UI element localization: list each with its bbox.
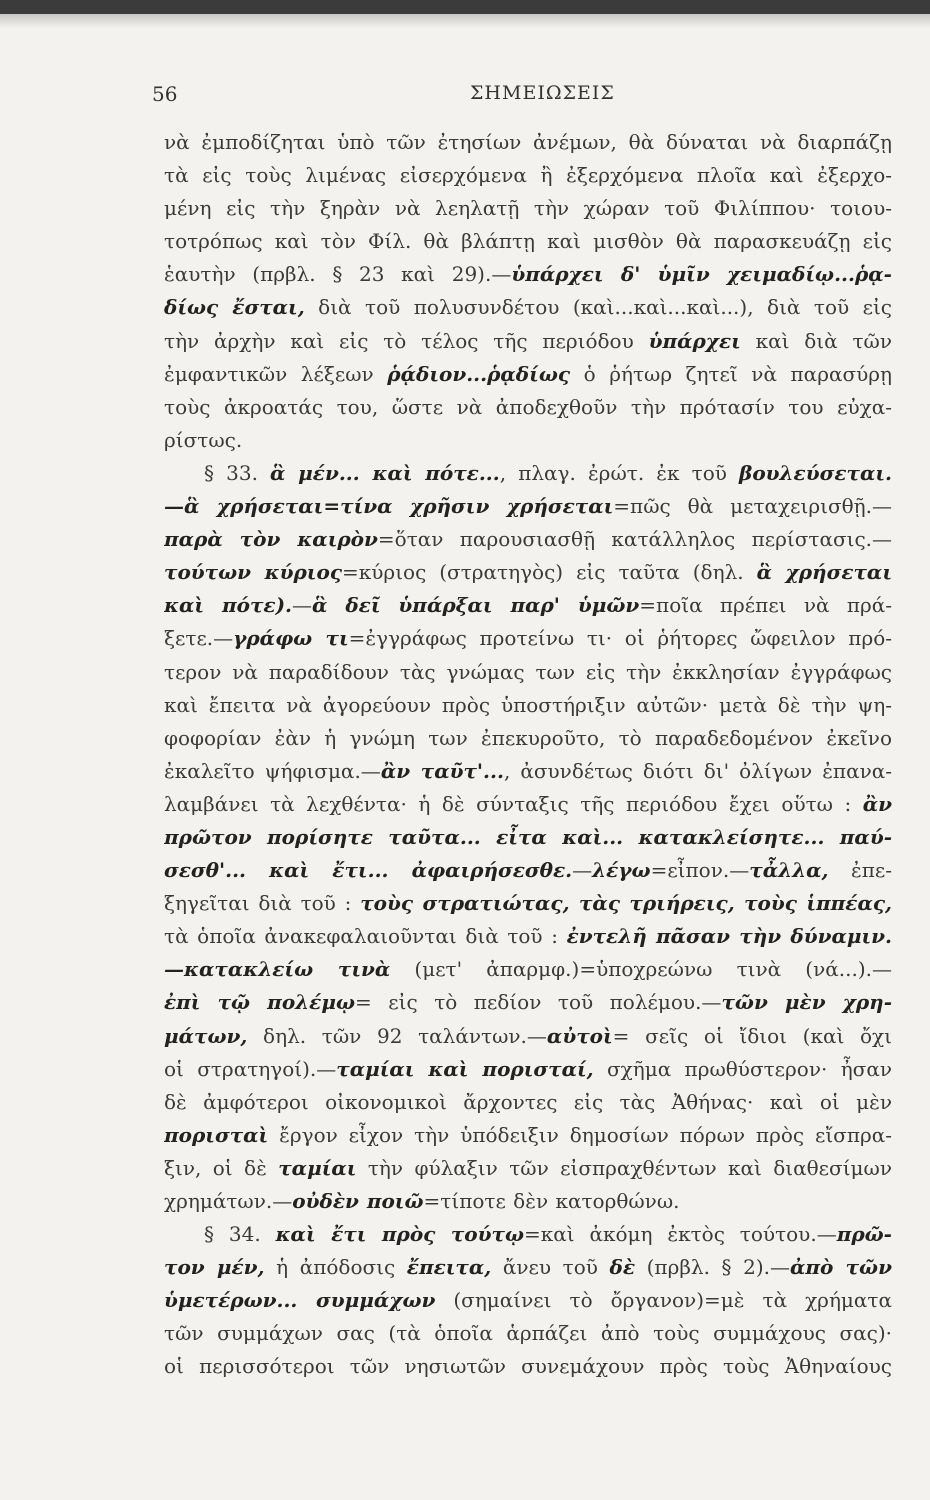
text-segment: =πῶς θὰ μεταχειρισθῇ.— <box>613 494 892 519</box>
text-segment: =ποῖα πρέπει νὰ πρά- <box>639 593 892 618</box>
text-segment: τῶν συμμάχων σας (τὰ ὁποῖα ἁρπάζει ἀπὸ τοὺς συμμάχους σας)· <box>164 1321 892 1346</box>
text-line <box>164 1317 892 1350</box>
bold-lemma: σεσθ'... καὶ ἔτι... ἀφαιρήσεσθε. <box>164 858 573 883</box>
text-line <box>164 656 892 689</box>
text-segment: τερον νὰ παραδίδουν τὰς γνώμας των εἰς τὴν ἐκκλησίαν ἐγγράφως <box>164 659 892 684</box>
text-segment: ἔργον εἶχον τὴν ὑπόδειξιν δημοσίων πόρων πρὸς εἴσπρα- <box>268 1122 892 1147</box>
text-segment: (μετ' ἀπαρμφ.)=ὑποχρεώνω τινὰ (νά...).— <box>390 957 892 982</box>
bold-lemma: ἀπὸ τῶν <box>790 1255 892 1280</box>
text-segment: ρίστως. <box>164 427 243 452</box>
text-segment: § 33. <box>204 460 271 485</box>
bold-lemma: τοὺς στρατιώτας, τὰς τριήρεις, τοὺς ἱππέας, <box>360 891 892 916</box>
text-segment: τοτρόπως καὶ τὸν Φίλ. θὰ βλάπτῃ καὶ μισθὸν θὰ παρασκευάζῃ εἰς <box>164 229 892 254</box>
bold-lemma: δὲ <box>609 1255 636 1280</box>
scan-shadow <box>0 14 930 28</box>
text-line <box>164 358 892 391</box>
text-segment: ἑαυτὴν (πρβλ. § 23 καὶ 29).— <box>164 262 512 287</box>
text-line <box>164 1053 892 1086</box>
bold-lemma: καὶ ἔτι πρὸς τούτῳ <box>275 1222 524 1247</box>
text-line <box>164 1350 892 1383</box>
bold-lemma: αὐτοὶ <box>546 1023 613 1048</box>
text-line <box>164 391 892 424</box>
notes-body <box>164 126 892 1384</box>
text-segment: , ἀσυνδέτως διότι δι' ὀλίγων ἐπανα- <box>503 758 892 783</box>
text-segment: , πλαγ. ἐρώτ. ἐκ τοῦ <box>499 460 740 485</box>
text-line <box>164 821 892 854</box>
text-segment: μένη εἰς τὴν ξηρὰν νὰ λεηλατῇ τὴν χώραν τοῦ Φιλίππου· τοιου- <box>164 196 892 221</box>
text-segment: =τίποτε δὲν κατορθώνω. <box>423 1189 680 1213</box>
text-segment: ἐκαλεῖτο ψήφισμα.— <box>164 758 381 783</box>
text-line <box>164 258 892 291</box>
bold-lemma: τον μέν, <box>164 1255 265 1280</box>
bold-lemma: ἃ δεῖ ὑπάρξαι παρ' ὑμῶν <box>312 593 640 618</box>
text-line <box>164 1185 892 1218</box>
text-segment: ἄνευ τοῦ <box>491 1255 610 1280</box>
text-segment: τὴν φύλαξιν τῶν εἰσπραχθέντων καὶ διαθεσίμων <box>356 1155 892 1180</box>
text-segment: ξετε.— <box>164 626 234 651</box>
bold-lemma: —ἃ χρήσεται=τίνα χρῆσιν χρήσεται <box>164 494 614 519</box>
text-segment: ξηγεῖται διὰ τοῦ : <box>164 891 361 916</box>
bold-lemma: τῶν μὲν χρη- <box>721 990 892 1015</box>
text-line <box>164 556 892 589</box>
bold-lemma: πρῶ- <box>836 1222 892 1247</box>
text-segment: σχῆμα πρωθύστερον· ἦσαν <box>593 1056 892 1081</box>
text-line <box>164 490 892 523</box>
text-line <box>164 1119 892 1152</box>
text-segment: =ἐγγράφως προτείνω τι· οἱ ῥήτορες ὤφειλον πρό- <box>348 626 892 651</box>
text-segment: =κύριος (στρατηγὸς) εἰς ταῦτα (δηλ. <box>342 560 757 585</box>
bold-lemma: ὑπάρχει <box>648 328 741 353</box>
text-line <box>164 986 892 1019</box>
bold-lemma: πορισταὶ <box>164 1122 269 1147</box>
running-title: ΣΗΜΕΙΩΣΕΙΣ <box>470 82 615 104</box>
bold-lemma: ἐντελῆ πᾶσαν τὴν δύναμιν. <box>566 924 892 949</box>
text-segment: τὰ ὁποῖα ἀνακεφαλαιοῦνται διὰ τοῦ : <box>164 924 567 949</box>
text-line <box>164 1218 892 1251</box>
bold-lemma: —κατακλείω τινὰ <box>164 957 391 982</box>
text-line <box>164 1086 892 1119</box>
text-segment: § 34. <box>204 1222 276 1247</box>
text-segment: ἐπε- <box>828 858 892 883</box>
bold-lemma: λέγω <box>592 858 651 883</box>
bold-lemma: καὶ πότε). <box>164 593 293 618</box>
bold-lemma: γράφω τι <box>233 626 349 651</box>
text-line <box>164 225 892 258</box>
bold-lemma: δίως ἔσται, <box>164 295 305 320</box>
bold-lemma: τούτων κύριος <box>164 560 343 585</box>
text-segment: ξιν, οἱ δὲ <box>164 1155 279 1180</box>
bold-lemma: ταμίαι <box>278 1155 357 1180</box>
text-line <box>164 589 892 622</box>
bold-lemma: ταμίαι καὶ πορισταί, <box>336 1056 594 1081</box>
text-segment: χρημάτων.— <box>164 1189 293 1213</box>
text-segment: ὁ ῥήτωρ ζητεῖ νὰ παρασύρῃ <box>570 361 892 386</box>
bold-lemma: ῥᾴδιον...ῥᾳδίως <box>387 361 571 386</box>
text-line <box>164 788 892 821</box>
bold-lemma: παρὰ τὸν καιρὸν <box>164 527 378 552</box>
text-line <box>164 159 892 192</box>
text-line <box>164 1251 892 1284</box>
text-line <box>164 622 892 655</box>
text-segment: δηλ. τῶν 92 ταλάντων.— <box>247 1023 547 1048</box>
text-line <box>164 854 892 887</box>
text-line <box>164 291 892 324</box>
text-segment: οἱ στρατηγοί).— <box>164 1056 337 1081</box>
text-segment: διὰ τοῦ πολυσυνδέτου (καὶ...καὶ...καὶ...), διὰ τοῦ εἰς <box>304 295 892 320</box>
bold-lemma: ἔπειτα, <box>406 1255 492 1280</box>
bold-lemma: βουλεύσεται. <box>739 460 892 485</box>
text-segment: =ὅταν παρουσιασθῇ κατάλληλος περίστασις.— <box>377 527 892 552</box>
text-segment: νὰ ἐμποδίζηται ὑπὸ τῶν ἐτησίων ἀνέμων, θὰ δύναται νὰ διαρπάζῃ <box>164 130 892 154</box>
text-line <box>164 920 892 953</box>
bold-lemma: ὑμετέρων... συμμάχων <box>164 1288 436 1313</box>
text-line <box>164 689 892 722</box>
text-segment: = σεῖς οἱ ἴδιοι (καὶ ὄχι <box>612 1023 892 1048</box>
text-segment: καὶ ἔπειτα νὰ ἀγορεύουν πρὸς ὑποστήριξιν αὐτῶν· μετὰ δὲ τὴν ψη- <box>164 692 892 717</box>
text-segment: λαμβάνει τὰ λεχθέντα· ἡ δὲ σύνταξις τῆς περιόδου ἔχει οὕτω : <box>164 791 863 816</box>
bold-lemma: ἃ χρήσεται <box>756 560 892 585</box>
text-segment: τὰ εἰς τοὺς λιμένας εἰσερχόμενα ἢ ἐξερχόμενα πλοῖα καὶ ἐξερχο- <box>164 163 892 188</box>
text-line <box>164 1152 892 1185</box>
text-segment: =καὶ ἀκόμη ἐκτὸς τούτου.— <box>524 1222 837 1247</box>
scan-border <box>0 0 930 14</box>
text-line <box>164 126 892 159</box>
bold-lemma: οὐδὲν ποιῶ <box>292 1189 424 1213</box>
text-line <box>164 457 892 490</box>
bold-lemma: ἂν <box>862 791 892 816</box>
bold-lemma: πρῶτον πορίσητε ταῦτα... εἶτα καὶ... κατακλείσητε... παύ- <box>164 824 892 849</box>
text-segment: ἡ ἀπόδοσις <box>264 1255 407 1280</box>
text-segment: (πρβλ. § 2).— <box>635 1255 791 1280</box>
text-segment: ἐμφαντικῶν λέξεων <box>164 361 388 386</box>
text-segment: οἱ περισσότεροι τῶν νησιωτῶν συνεμάχουν πρὸς τοὺς Ἀθηναίους <box>164 1354 892 1379</box>
text-line <box>164 755 892 788</box>
bold-lemma: ἐπὶ τῷ πολέμῳ <box>164 990 356 1015</box>
text-segment: — <box>572 858 593 883</box>
text-segment: τὴν ἀρχὴν καὶ εἰς τὸ τέλος τῆς περιόδου <box>164 328 649 353</box>
text-line <box>164 424 892 457</box>
text-segment: — <box>292 593 313 618</box>
text-segment: τοὺς ἀκροατάς του, ὥστε νὰ ἀποδεχθοῦν τὴν πρότασίν του εὐχα- <box>164 394 892 419</box>
text-line <box>164 325 892 358</box>
bold-lemma: ἃ μέν... καὶ πότε... <box>270 460 500 485</box>
text-line <box>164 523 892 556</box>
text-line <box>164 953 892 986</box>
text-segment: = εἰς τὸ πεδίον τοῦ πολέμου.— <box>355 990 722 1015</box>
running-head <box>0 76 930 112</box>
text-line <box>164 722 892 755</box>
bold-lemma: τἆλλα, <box>749 858 829 883</box>
bold-lemma: μάτων, <box>164 1023 248 1048</box>
text-line <box>164 887 892 920</box>
text-segment: φοφορίαν ἐὰν ἡ γνώμη των ἐπεκυροῦτο, τὸ παραδεδομένον ἐκεῖνο <box>164 725 892 750</box>
text-line <box>164 1284 892 1317</box>
bold-lemma: ἂν ταῦτ'... <box>380 758 504 783</box>
page-number: 56 <box>152 82 178 106</box>
bold-lemma: ὑπάρχει δ' ὑμῖν χειμαδίῳ...ῥᾳ- <box>511 262 892 287</box>
text-line <box>164 1020 892 1053</box>
text-segment: (σημαίνει τὸ ὄργανον)=μὲ τὰ χρήματα <box>435 1288 892 1313</box>
text-segment: δὲ ἀμφότεροι οἰκονομικοὶ ἄρχοντες εἰς τὰς Ἀθήνας· καὶ οἱ μὲν <box>164 1089 892 1114</box>
text-segment: καὶ διὰ τῶν <box>740 328 892 353</box>
text-line <box>164 192 892 225</box>
text-segment: =εἶπον.— <box>650 858 750 883</box>
